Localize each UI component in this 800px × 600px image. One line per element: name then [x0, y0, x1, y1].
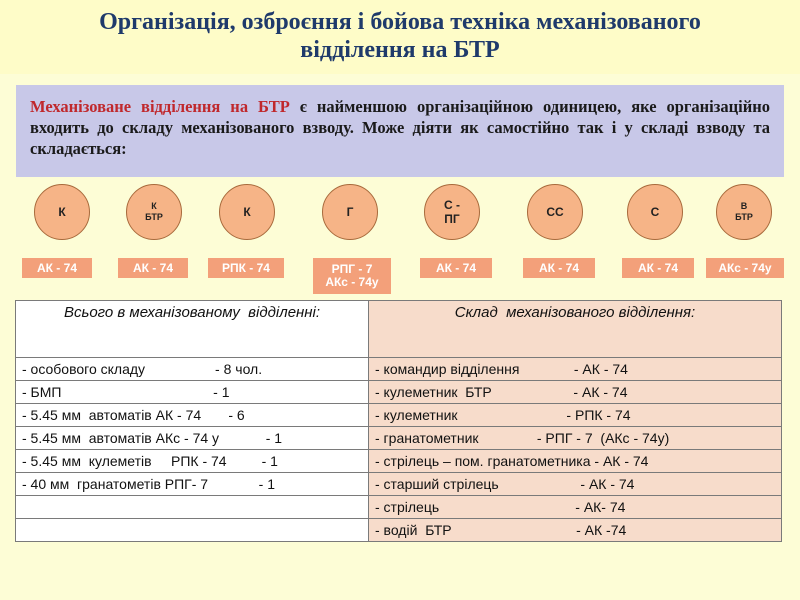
intro-highlight: Механізоване відділення на БТР [30, 97, 290, 116]
weapon-label-grenadier: РПГ - 7 АКс - 74у [313, 258, 391, 294]
weapon-label-machine-gunner: РПК - 74 [208, 258, 284, 278]
table-cell-total: - 40 мм гранатометів РПГ- 7 - 1 [16, 473, 369, 496]
intro-text: є найменшою організаційною одиницею, яке організаційно входить до складу механізованого взводу. Може діяти як самостійно так і у складі взводу та складається: [30, 97, 770, 158]
table-cell-role: - командир відділення - АК - 74 [369, 358, 782, 381]
weapon-label-senior-rifleman: АК - 74 [523, 258, 595, 278]
member-circle-commander: К [34, 184, 90, 240]
table-cell-role: - кулеметник - РПК - 74 [369, 404, 782, 427]
table-cell-role: - стрілець - АК- 74 [369, 496, 782, 519]
weapon-label-rifleman: АК - 74 [622, 258, 694, 278]
table-cell-role: - гранатометник - РПГ - 7 (АКс - 74у) [369, 427, 782, 450]
table-cell-total [16, 519, 369, 542]
weapon-label-driver-btr: АКс - 74у [706, 258, 784, 278]
member-circle-machine-gunner: К [219, 184, 275, 240]
table-row [16, 496, 782, 519]
table-cell-total: - БМП - 1 [16, 381, 369, 404]
member-circle-machine-gunner-btr: К БТР [126, 184, 182, 240]
table-header-composition: Склад механізованого відділення: [369, 301, 782, 358]
table-header-totals: Всього в механізованому відділенні: [16, 301, 369, 358]
table-cell-role: - водій БТР - АК -74 [369, 519, 782, 542]
table-row [16, 427, 782, 450]
table-cell-total: - особового складу - 8 чол. [16, 358, 369, 381]
weapon-label-machine-gunner-btr: АК - 74 [118, 258, 188, 278]
table-cell-total: - 5.45 мм автоматів АКс - 74 у - 1 [16, 427, 369, 450]
member-circle-assistant-grenadier: С - ПГ [424, 184, 480, 240]
page-title [0, 0, 800, 74]
page-title-line-1: Організація, озброєння і бойова техніка механізованого [99, 9, 701, 35]
table-cell-total: - 5.45 мм автоматів АК - 74 - 6 [16, 404, 369, 427]
weapon-label-commander: АК - 74 [22, 258, 92, 278]
table-row [16, 358, 782, 381]
table-cell-total: - 5.45 мм кулеметів РПК - 74 - 1 [16, 450, 369, 473]
weapon-label-assistant-grenadier: АК - 74 [420, 258, 492, 278]
member-circle-senior-rifleman: СС [527, 184, 583, 240]
page-title-line-2: відділення на БТР [300, 37, 500, 63]
intro-paragraph [16, 85, 784, 177]
table-row [16, 381, 782, 404]
table-header-row [16, 301, 782, 358]
member-circle-grenadier: Г [322, 184, 378, 240]
table-row [16, 473, 782, 496]
member-circle-rifleman: С [627, 184, 683, 240]
table-row [16, 519, 782, 542]
table-cell-total [16, 496, 369, 519]
table-cell-role: - старший стрілець - АК - 74 [369, 473, 782, 496]
table-row [16, 404, 782, 427]
member-circle-driver-btr: В БТР [716, 184, 772, 240]
table-cell-role: - кулеметник БТР - АК - 74 [369, 381, 782, 404]
composition-table [15, 300, 782, 542]
table-cell-role: - стрілець – пом. гранатометника - АК - 74 [369, 450, 782, 473]
table-row [16, 450, 782, 473]
